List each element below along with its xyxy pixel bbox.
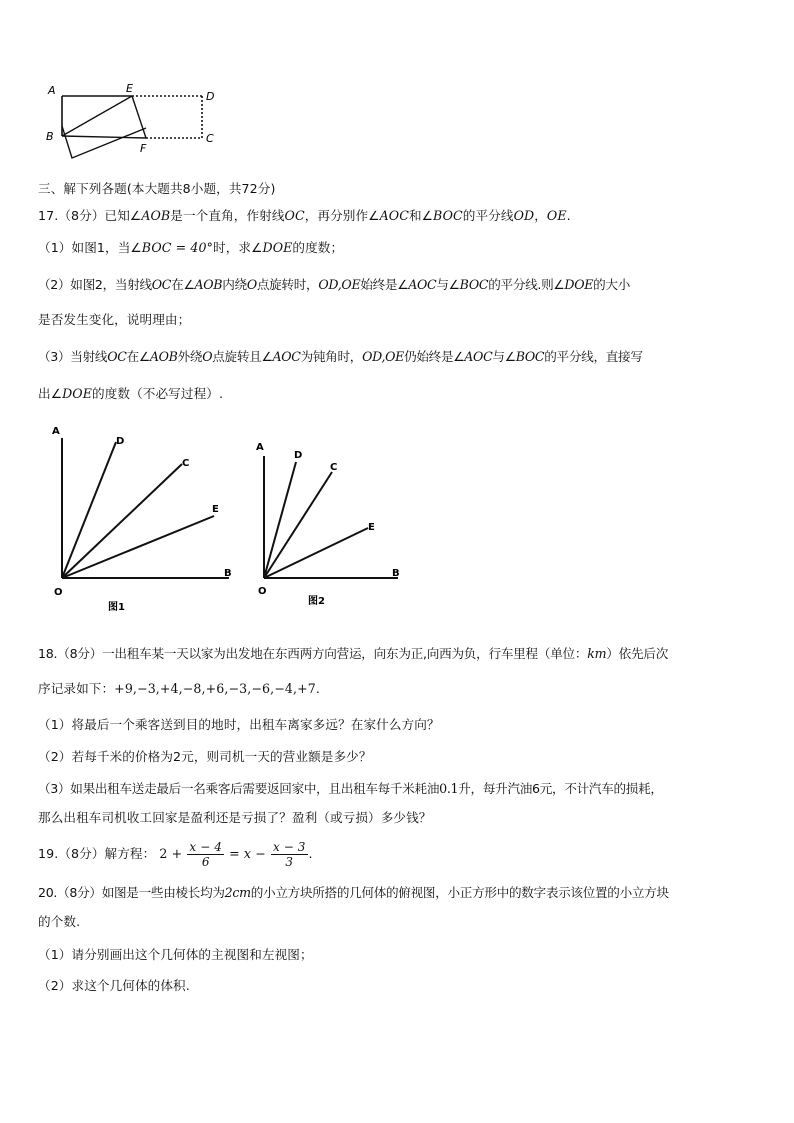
q18-stem-line1: [38, 644, 668, 664]
q18-part3-line2: 那么出租车司机收工回家是盈利还是亏损了？盈利（或亏损）多少钱？: [38, 810, 432, 825]
q18-p3-end: 升，每升汽油6元，不计汽车的损耗，: [458, 781, 663, 796]
q18-part2: （2）若每千米的价格为2元，则司机一天的营业额是多少？: [38, 749, 372, 764]
fig2-label-e: E: [368, 522, 375, 533]
q19-fraction-1: [187, 840, 224, 869]
q17-p1-boc: BOC: [141, 240, 172, 255]
q17-mid2: ，再分别作∠: [304, 208, 380, 223]
label-d: D: [206, 90, 215, 103]
q17-p3-doe: DOE: [62, 386, 93, 401]
q17-p3-aoc2: AOC: [464, 349, 493, 364]
q17-end: .: [566, 208, 571, 223]
q18-p3-val: 0.1: [439, 781, 459, 796]
q17-p2-aob: AOB: [194, 277, 223, 292]
q19-frac1-num: x − 4: [189, 840, 222, 854]
q18-l2-end: .: [315, 681, 320, 696]
q19-equation: [38, 838, 313, 870]
q19-eq: = x −: [229, 846, 266, 861]
q17-aob: AOB: [141, 208, 171, 223]
q17-p1-mid: 时，求∠: [213, 240, 263, 255]
fig1-ray-od: [62, 442, 116, 578]
q17-p1-doe: DOE: [262, 240, 293, 255]
q17-part2-line2: 是否发生变化，说明理由；: [38, 312, 191, 327]
q17-p3-pre: （3）当射线: [38, 349, 108, 364]
q17-p3-bis: 的平分线，直接写: [544, 349, 643, 364]
figure-2: [252, 434, 412, 614]
q17-stem-pre: 17.（8分）已知∠: [38, 208, 142, 223]
q19-frac2-num: x − 3: [272, 840, 306, 854]
q17-and: 和∠: [408, 208, 434, 223]
q19-fraction-2: [271, 840, 308, 869]
q17-oe: OE: [546, 208, 567, 223]
fig1-label-o: O: [54, 587, 63, 598]
q20-stem-line1: [38, 883, 669, 903]
label-b: B: [46, 130, 54, 143]
q17-p3-boc: BOC: [515, 349, 545, 364]
q17-part3: [38, 347, 643, 367]
q17-p2-always: 始终是∠: [360, 277, 409, 292]
q17-p3-oc: OC: [107, 349, 127, 364]
q18-l1-end: ）依先后次: [606, 646, 669, 661]
segment-ef: [132, 96, 146, 138]
fig2-label-o: O: [258, 586, 267, 597]
q17-p3-aoc: AOC: [272, 349, 301, 364]
q20-part2: （2）求这个几何体的体积.: [38, 978, 190, 993]
q17-p2-doe: DOE: [564, 277, 594, 292]
q17-p3-aob: AOB: [149, 349, 178, 364]
q17-p2-in: 在∠: [171, 277, 195, 292]
fig1-label-e: E: [212, 504, 219, 515]
q17-p2-o: O: [246, 277, 257, 292]
q20-stem-line2: 的个数.: [38, 914, 81, 929]
q17-p2-rot: 点旋转时，: [256, 277, 319, 292]
fig1-ray-oe: [62, 516, 214, 578]
fig2-caption: 图2: [308, 596, 325, 607]
fig1-caption: 图1: [108, 602, 125, 613]
q17-p3-obtuse: 为钝角时，: [300, 349, 363, 364]
fig1-label-b: B: [224, 568, 232, 579]
fig2-label-b: B: [392, 568, 400, 579]
q17-aoc: AOC: [379, 208, 409, 223]
fig2-ray-od: [264, 462, 296, 578]
q20-l1-end: 的小立方块所搭的几何体的俯视图，小正方形中的数字表示该位置的小立方块: [250, 885, 669, 900]
q19-pre: 19.（8分）解方程：: [38, 846, 156, 861]
q17-p1-pre: （1）如图1，当∠: [38, 240, 142, 255]
q18-values: +9,−3,+4,−8,+6,−3,−6,−4,+7: [114, 681, 316, 696]
fig2-label-a: A: [256, 442, 264, 453]
q19-frac1-den: 6: [201, 855, 210, 869]
q19-frac2-den: 3: [285, 855, 294, 869]
q17-p1-end: 的度数；: [292, 240, 344, 255]
q18-unit: km: [587, 646, 607, 661]
fig2-label-c: C: [330, 462, 338, 473]
q17-p1-eq: = 40°: [171, 240, 214, 255]
q17-p2-odoe: OD,OE: [318, 277, 361, 292]
fig2-label-d: D: [294, 450, 303, 461]
q18-part3: [38, 779, 663, 799]
q17-stem: [38, 206, 571, 226]
folded-flap: [62, 126, 146, 158]
q17-p3-l2-pre: 出∠: [38, 386, 63, 401]
q17-p2-boc: BOC: [459, 277, 489, 292]
q17-mid1: 是一个直角，作射线: [170, 208, 285, 223]
q17-od: OD: [513, 208, 535, 223]
fig1-label-c: C: [182, 458, 190, 469]
q19-two-plus: 2 +: [159, 846, 183, 861]
q18-part1: （1）将最后一个乘客送到目的地时，出租车离家多远？在家什么方向？: [38, 717, 440, 732]
q18-l2-pre: 序记录如下：: [38, 681, 115, 696]
top-geometry-figure: [40, 80, 230, 160]
q20-part1: （1）请分别画出这个几何体的主视图和左视图；: [38, 947, 313, 962]
fig1-label-a: A: [52, 426, 60, 437]
q18-l1-pre: 18.（8分）一出租车某一天以家为出发地在东西两方向营运，向东为正,向西为负，行车里程（单位：: [38, 646, 588, 661]
q17-p2-with: 与∠: [436, 277, 460, 292]
label-a: A: [48, 84, 56, 97]
fig1-label-d: D: [116, 436, 125, 447]
q17-mid3: 的平分线: [462, 208, 514, 223]
q17-p3-with: 与∠: [492, 349, 516, 364]
q20-l1-pre: 20.（8分）如图是一些由棱长均为: [38, 885, 225, 900]
q17-p3-rot: 点旋转且∠: [212, 349, 273, 364]
q17-part2: [38, 275, 630, 295]
q17-part3-line2: [38, 384, 223, 404]
q17-boc: BOC: [433, 208, 463, 223]
q17-p3-outside: 外绕: [177, 349, 203, 364]
q18-p3-pre: （3）如果出租车送走最后一名乘客后需要返回家中，且出租车每千米耗油: [38, 781, 440, 796]
label-c: C: [206, 132, 214, 145]
figure-1: [44, 420, 244, 620]
q17-p2-oc: OC: [151, 277, 172, 292]
q17-p2-bis: 的平分线.则∠: [488, 277, 565, 292]
q17-p3-o: O: [202, 349, 213, 364]
label-e: E: [126, 82, 133, 95]
segment-be: [62, 96, 132, 136]
label-f: F: [140, 142, 147, 155]
fig1-ray-oc: [62, 464, 182, 578]
q17-p3-odoe: OD,OE: [362, 349, 405, 364]
q18-stem-line2: [38, 679, 320, 699]
q19-end: .: [308, 846, 313, 861]
q20-unit: 2cm: [224, 885, 251, 900]
q17-p2-pre: （2）如图2，当射线: [38, 277, 152, 292]
q17-comma: ，: [534, 208, 547, 223]
q17-p3-still: 仍始终是∠: [404, 349, 465, 364]
q17-p2-around: 内绕: [222, 277, 247, 292]
q17-p3-in: 在∠: [126, 349, 150, 364]
q17-part1: [38, 238, 343, 258]
segment-bf: [62, 136, 146, 138]
q17-oc: OC: [284, 208, 305, 223]
q17-p3-l2-end: 的度数（不必写过程）.: [92, 386, 224, 401]
q17-p2-size: 的大小: [593, 277, 631, 292]
q17-p2-aoc: AOC: [408, 277, 437, 292]
section-heading: 三、解下列各题(本大题共8小题，共72分): [38, 181, 276, 196]
